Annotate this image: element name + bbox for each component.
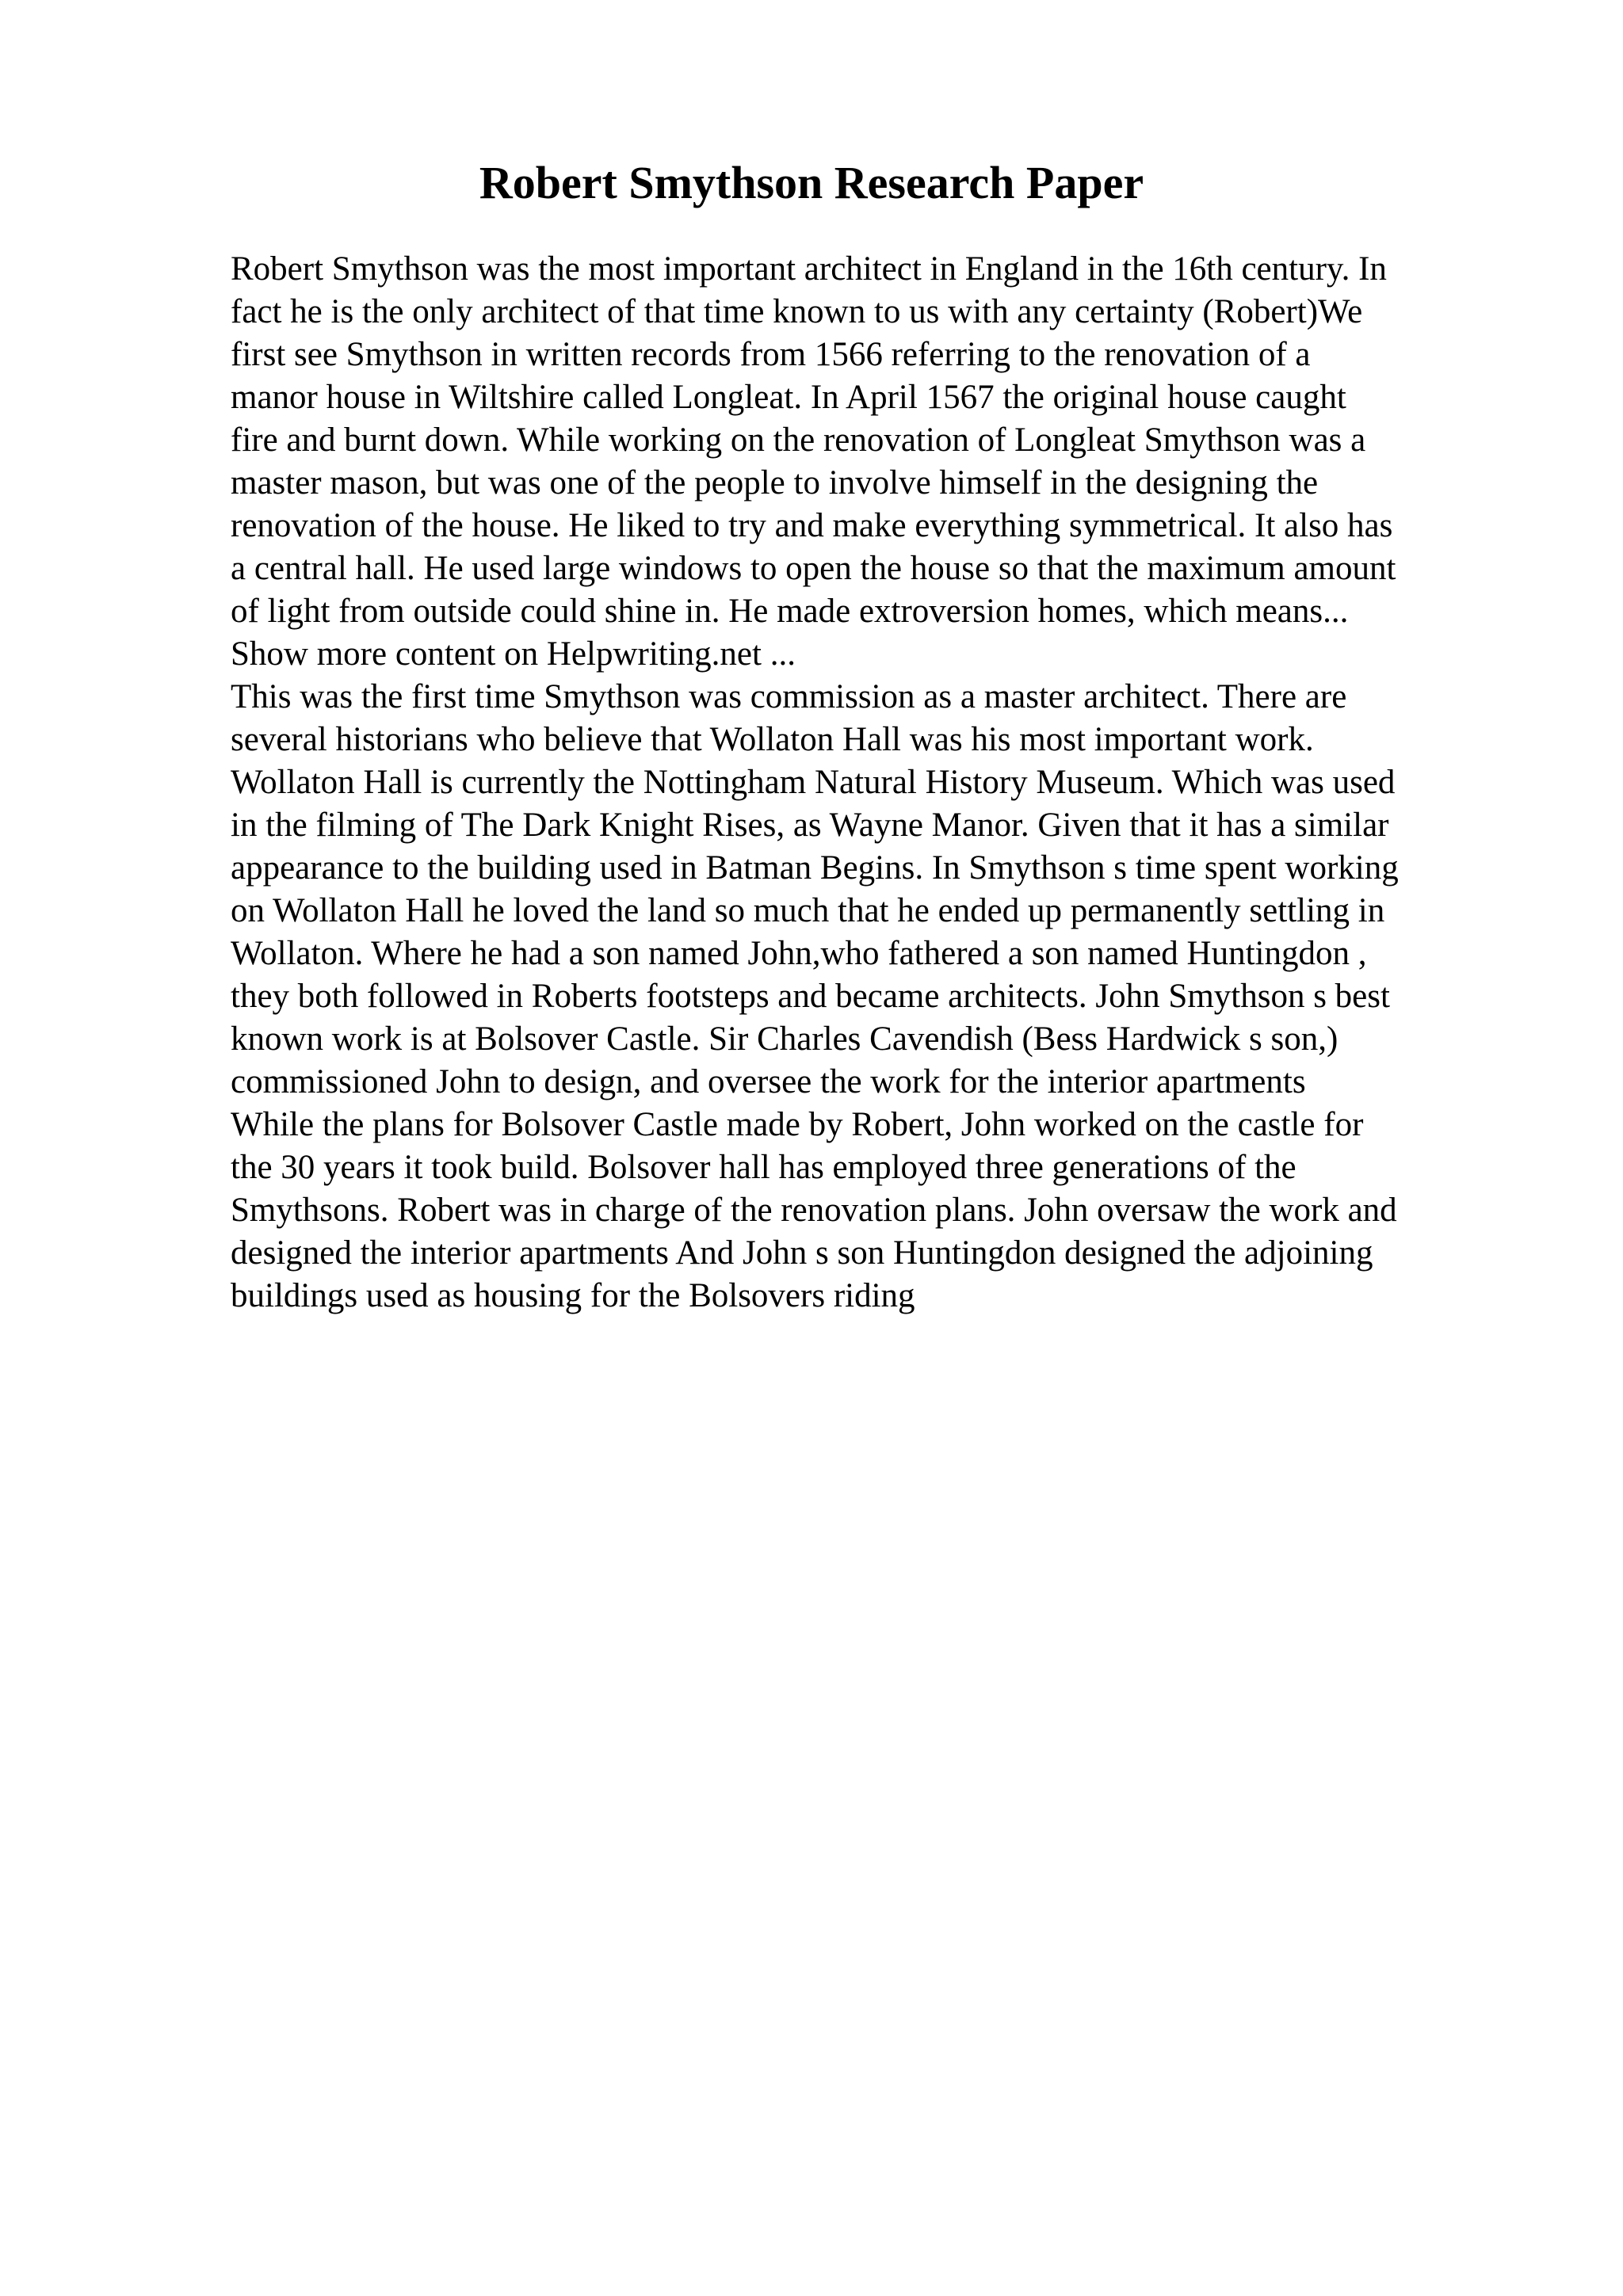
document-body bbox=[231, 248, 1499, 1318]
text-line: appearance to the building used in Batman Begins. In Smythson s time spent working bbox=[231, 849, 1399, 887]
text-line: several historians who believe that Wollaton Hall was his most important work. bbox=[231, 721, 1314, 758]
text-line: they both followed in Roberts footsteps and became architects. John Smythson s best bbox=[231, 978, 1390, 1015]
text-line: manor house in Wiltshire called Longleat. In April 1567 the original house caught bbox=[231, 379, 1346, 416]
text-line: on Wollaton Hall he loved the land so much that he ended up permanently settling in bbox=[231, 892, 1385, 929]
text-line: the 30 years it took build. Bolsover hall has employed three generations of the bbox=[231, 1149, 1296, 1186]
text-line: buildings used as housing for the Bolsovers riding bbox=[231, 1277, 915, 1314]
text-line: known work is at Bolsover Castle. Sir Charles Cavendish (Bess Hardwick s son,) bbox=[231, 1020, 1338, 1058]
text-line: Wollaton Hall is currently the Nottingham Natural History Museum. Which was used bbox=[231, 764, 1396, 801]
text-line: fact he is the only architect of that time known to us with any certainty (Robert)We bbox=[231, 293, 1363, 330]
text-line: While the plans for Bolsover Castle made by Robert, John worked on the castle for bbox=[231, 1106, 1364, 1143]
show-more-link[interactable]: Show more content on Helpwriting.net ... bbox=[231, 635, 796, 673]
text-line: Smythsons. Robert was in charge of the renovation plans. John oversaw the work and bbox=[231, 1192, 1397, 1229]
text-line: of light from outside could shine in. He made extroversion homes, which means... bbox=[231, 593, 1349, 630]
text-line: master mason, but was one of the people to involve himself in the designing the bbox=[231, 464, 1319, 502]
text-line: This was the first time Smythson was commission as a master architect. There are bbox=[231, 678, 1347, 715]
text-line: renovation of the house. He liked to try and make everything symmetrical. It also has bbox=[231, 507, 1393, 544]
text-line: a central hall. He used large windows to open the house so that the maximum amount bbox=[231, 550, 1396, 587]
text-line: Robert Smythson was the most important architect in England in the 16th century. In bbox=[231, 250, 1387, 288]
text-line: designed the interior apartments And John s son Huntingdon designed the adjoining bbox=[231, 1234, 1373, 1272]
text-line: Wollaton. Where he had a son named John,who fathered a son named Huntingdon , bbox=[231, 935, 1367, 972]
document-title: Robert Smythson Research Paper bbox=[479, 157, 1144, 208]
text-line: first see Smythson in written records from 1566 referring to the renovation of a bbox=[231, 336, 1311, 373]
text-line: fire and burnt down. While working on the renovation of Longleat Smythson was a bbox=[231, 421, 1366, 459]
text-line: commissioned John to design, and oversee the work for the interior apartments bbox=[231, 1063, 1306, 1100]
text-line: in the filming of The Dark Knight Rises, as Wayne Manor. Given that it has a similar bbox=[231, 807, 1389, 844]
